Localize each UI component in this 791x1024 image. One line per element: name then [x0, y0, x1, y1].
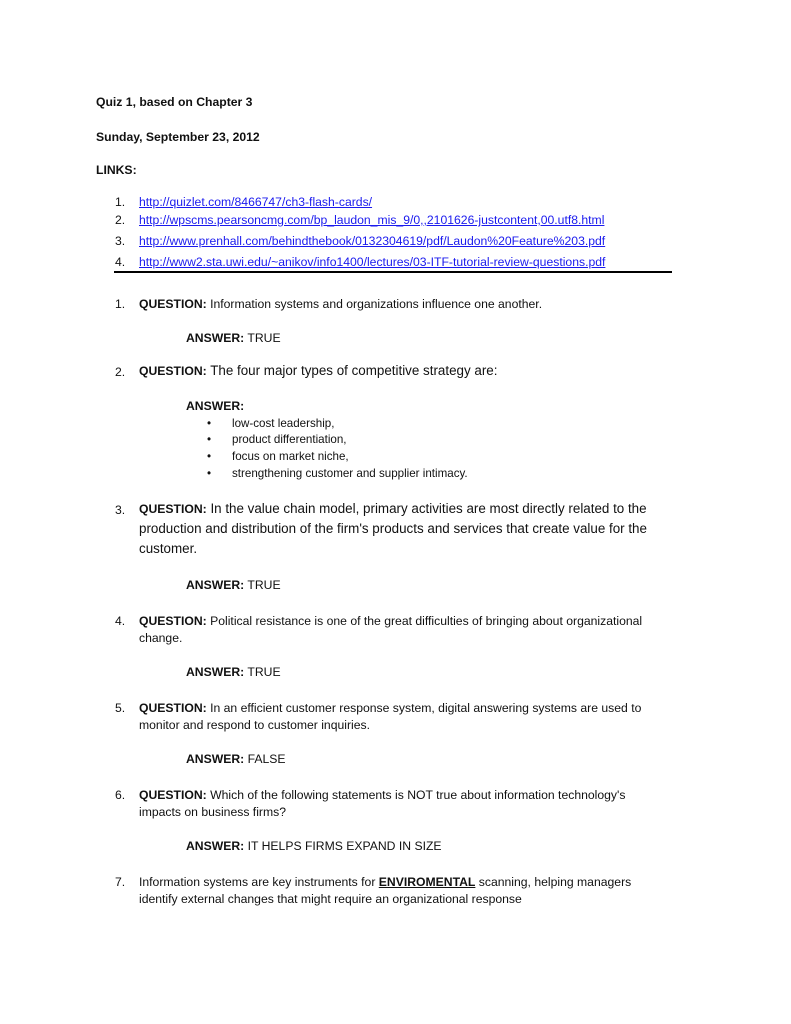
answer-2-label: ANSWER:: [186, 399, 245, 413]
question-number: 2.: [115, 365, 126, 379]
link-number: 2.: [115, 213, 126, 227]
links-heading: LINKS:: [96, 163, 137, 177]
question-text-line3: customer.: [139, 541, 198, 556]
question-number: 4.: [115, 614, 126, 628]
question-text: Information systems and organizations influence one another.: [206, 297, 543, 311]
answer-bullet: strengthening customer and supplier intimacy.: [232, 467, 468, 480]
statement-text-line2: identify external changes that might require an organizational response: [139, 892, 522, 906]
answer-label: ANSWER:: [186, 331, 245, 345]
answer-text: TRUE: [244, 665, 281, 679]
question-text: The four major types of competitive strategy are:: [206, 363, 498, 378]
statement-text-post: scanning, helping managers: [475, 875, 632, 889]
answer-text: FALSE: [244, 752, 286, 766]
question-6: [139, 787, 625, 803]
answer-bullet: focus on market niche,: [232, 450, 349, 463]
answer-1: [186, 330, 281, 346]
question-label: QUESTION:: [139, 614, 207, 628]
answer-label: ANSWER:: [186, 752, 245, 766]
answer-text: TRUE: [244, 578, 281, 592]
statement-7: [139, 874, 631, 890]
answer-text: IT HELPS FIRMS EXPAND IN SIZE: [244, 839, 442, 853]
question-label: QUESTION:: [139, 297, 207, 311]
question-text-line1: Political resistance is one of the great difficulties of bringing about organizational: [206, 614, 643, 628]
link-uwi[interactable]: http://www2.sta.uwi.edu/~anikov/info1400/lectures/03-ITF-tutorial-review-questions.pdf: [139, 255, 606, 269]
question-number: 6.: [115, 788, 126, 802]
answer-label: ANSWER:: [186, 578, 245, 592]
link-prenhall[interactable]: http://www.prenhall.com/behindthebook/0132304619/pdf/Laudon%20Feature%203.pdf: [139, 234, 606, 248]
question-4: [139, 613, 642, 629]
horizontal-divider: [114, 271, 672, 273]
quiz-date: Sunday, September 23, 2012: [96, 130, 260, 144]
bullet-icon: •: [207, 450, 212, 463]
link-number: 4.: [115, 255, 126, 269]
question-number: 7.: [115, 875, 126, 889]
question-label: QUESTION:: [139, 701, 207, 715]
question-number: 5.: [115, 701, 126, 715]
answer-bullet: low-cost leadership,: [232, 417, 335, 430]
question-2: [139, 363, 497, 379]
question-label: QUESTION:: [139, 788, 207, 802]
link-number: 1.: [115, 195, 126, 209]
question-text-line1: In the value chain model, primary activities are most directly related to the: [206, 501, 647, 516]
question-label: QUESTION:: [139, 364, 207, 378]
question-text-line2: monitor and respond to customer inquiries.: [139, 718, 371, 732]
question-number: 3.: [115, 503, 126, 517]
question-3: [139, 501, 647, 517]
question-label: QUESTION:: [139, 502, 207, 516]
answer-6: [186, 838, 442, 854]
statement-text-pre: Information systems are key instruments for: [139, 875, 379, 889]
bullet-icon: •: [207, 467, 212, 480]
question-1: [139, 296, 542, 312]
answer-text: TRUE: [244, 331, 281, 345]
answer-4: [186, 664, 281, 680]
question-text-line2: impacts on business firms?: [139, 805, 286, 819]
question-text-line2: production and distribution of the firm's products and services that create value for the: [139, 521, 647, 536]
answer-5: [186, 751, 286, 767]
question-text-line2: change.: [139, 631, 183, 645]
answer-label: ANSWER:: [186, 839, 245, 853]
answer-3: [186, 577, 281, 593]
question-text-line1: Which of the following statements is NOT true about information technology's: [206, 788, 626, 802]
question-5: [139, 700, 641, 716]
quiz-title: Quiz 1, based on Chapter 3: [96, 95, 253, 109]
question-number: 1.: [115, 297, 126, 311]
bullet-icon: •: [207, 417, 212, 430]
link-number: 3.: [115, 234, 126, 248]
answer-bullet: product differentiation,: [232, 433, 347, 446]
link-pearson[interactable]: http://wpscms.pearsoncmg.com/bp_laudon_mis_9/0,,2101626-justcontent,00.utf8.html: [139, 213, 605, 227]
question-text-line1: In an efficient customer response system, digital answering systems are used to: [206, 701, 642, 715]
statement-keyword: ENVIROMENTAL: [378, 875, 476, 889]
bullet-icon: •: [207, 433, 212, 446]
answer-label: ANSWER:: [186, 665, 245, 679]
link-quizlet[interactable]: http://quizlet.com/8466747/ch3-flash-cards/: [139, 195, 373, 209]
